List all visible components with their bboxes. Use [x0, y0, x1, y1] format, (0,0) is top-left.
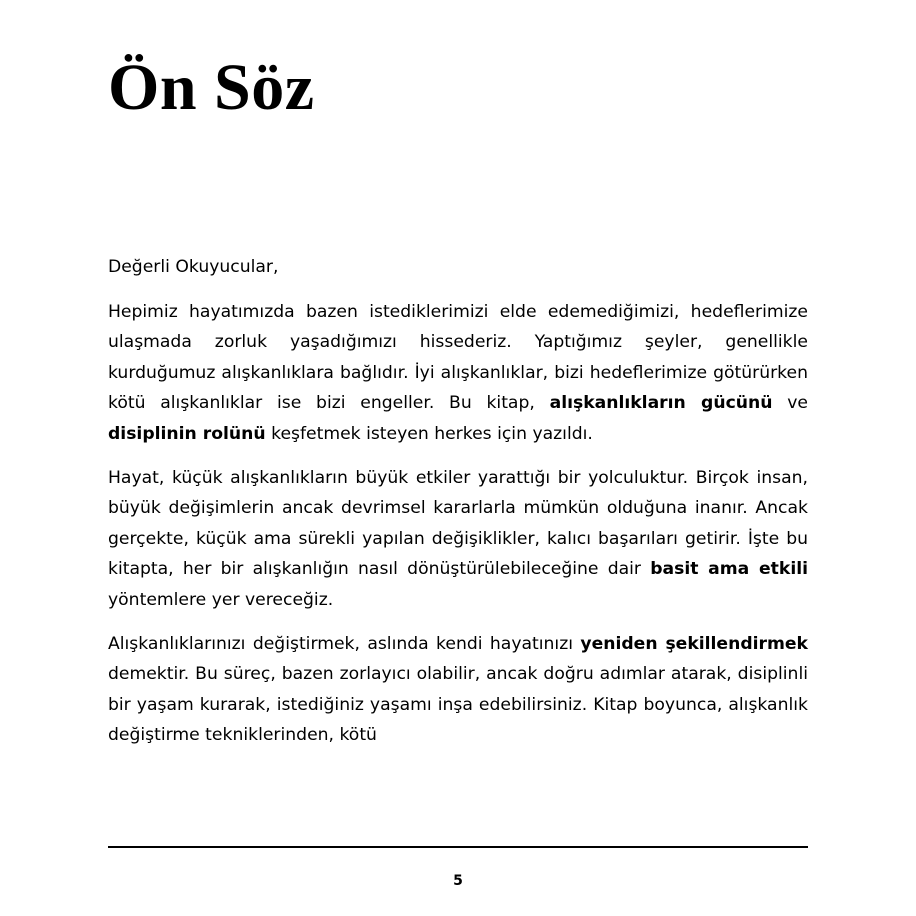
- paragraph-2-text-1: Hayat, küçük alışkanlıkların büyük etkiler yarattığı bir yolculuktur. Birçok insan, büyük değişimlerin ancak devrimsel kararlarla mümkün olduğuna inanır. Ancak gerçekte, küçük ama sürekli yapılan değişiklikler, kalıcı başarıları getirir. İşte bu kitapta, her bir alışkanlığın nasıl dönüştürülebileceğine dair: [108, 467, 808, 580]
- paragraph-2: [108, 463, 808, 616]
- paragraph-1-text-1: Hepimiz hayatımızda bazen istediklerimizi elde edemediğimizi, hedeflerimize ulaşmada zorluk yaşadığımızı hissederiz. Yaptığımız şeyler, genellikle kurduğumuz alışkanlıklara bağlıdır. İyi alışkanlıklar, bizi hedeflerimize götürürken kötü alışkanlıklar ise bizi engeller. Bu kitap,: [108, 301, 808, 414]
- salutation: Değerli Okuyucular,: [108, 257, 279, 277]
- paragraph-1: [108, 297, 808, 450]
- page-number: 5: [453, 873, 463, 889]
- paragraph-1-text-2: ve: [772, 393, 808, 414]
- paragraph-3-text-1: Alışkanlıklarınızı değiştirmek, aslında kendi hayatınızı: [108, 633, 581, 654]
- footer-divider: [108, 846, 808, 848]
- body-text: [108, 252, 808, 764]
- paragraph-3-bold-1: yeniden şekillendirmek: [580, 633, 808, 654]
- paragraph-3: [108, 629, 808, 751]
- page-title: Ön Söz: [108, 51, 315, 124]
- paragraph-2-bold-1: basit ama etkili: [650, 559, 808, 580]
- paragraph-1-text-3: keşfetmek isteyen herkes için yazıldı.: [265, 423, 593, 444]
- paragraph-1-bold-1: alışkanlıkların gücünü: [549, 393, 773, 414]
- paragraph-2-text-2: yöntemlere yer vereceğiz.: [108, 589, 334, 610]
- paragraph-1-bold-2: disiplinin rolünü: [108, 423, 266, 444]
- paragraph-3-text-2: demektir. Bu süreç, bazen zorlayıcı olabilir, ancak doğru adımlar atarak, disiplinli bir yaşam kurarak, istediğiniz yaşamı inşa edebilirsiniz. Kitap boyunca, alışkanlık değiştirme tekniklerinden, kötü: [108, 664, 808, 746]
